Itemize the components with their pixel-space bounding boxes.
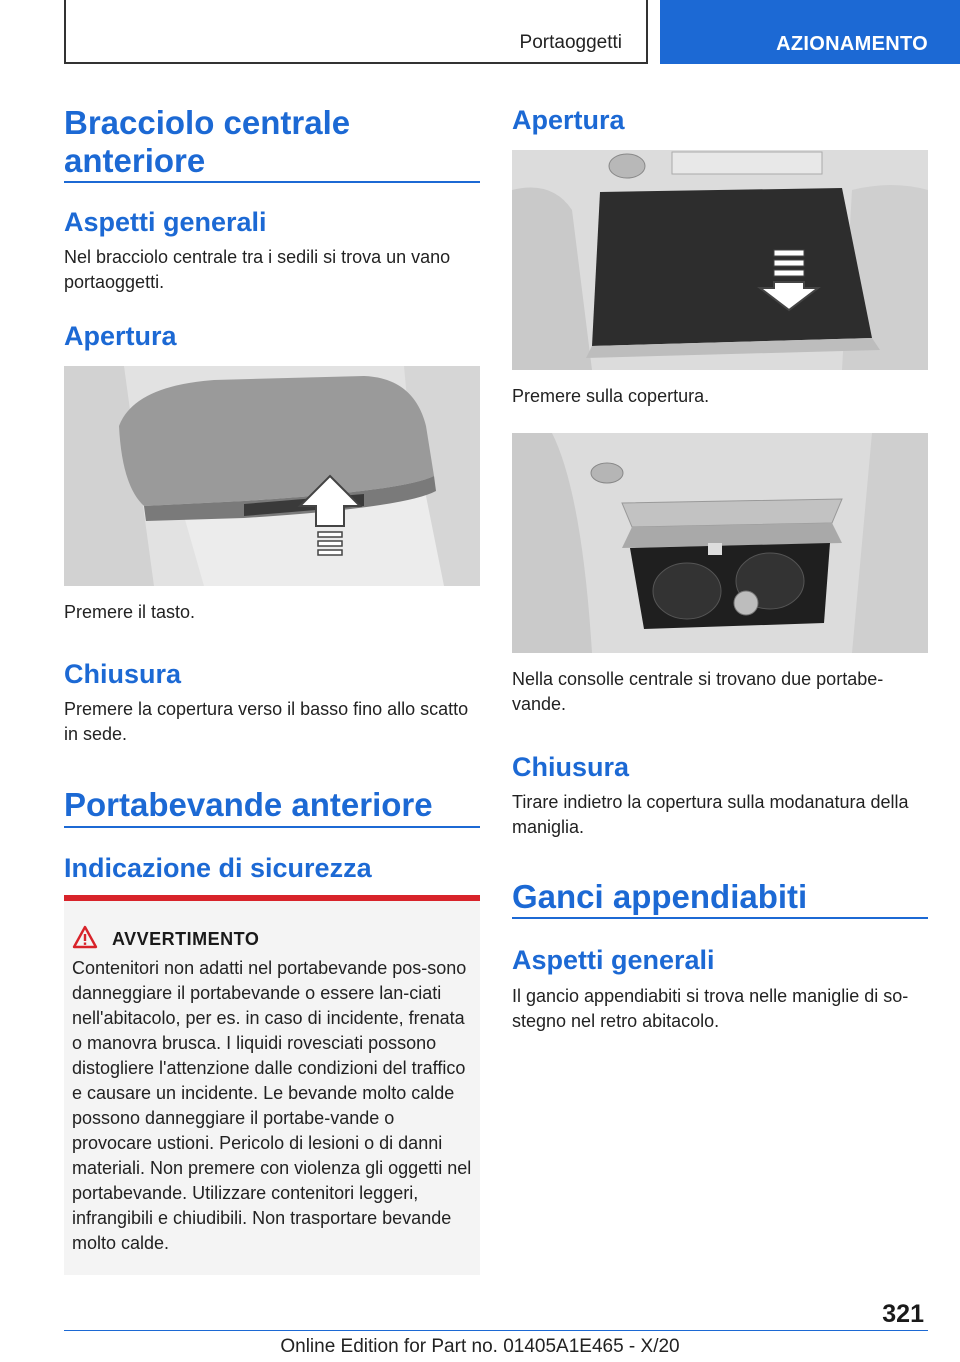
footer-rule	[64, 1330, 928, 1331]
safety-heading: Indicazione di sicurezza	[64, 853, 372, 883]
console-caption: Nella consolle centrale si trovano due portabe-vande.	[512, 669, 884, 714]
cupholder-title: Portabevande anteriore	[64, 786, 433, 823]
page-number: 321	[882, 1300, 924, 1328]
closing-heading: Chiusura	[64, 659, 182, 689]
footer-edition: Online Edition for Part no. 01405A1E465 - X/20	[280, 1336, 680, 1357]
header-chapter-tab	[660, 0, 960, 64]
right-opening-caption: Premere sulla copertura.	[512, 386, 710, 406]
warning-triangle-icon	[72, 925, 98, 949]
hooks-rule	[512, 917, 928, 919]
opening-heading: Apertura	[64, 321, 177, 351]
console-cover-illustration	[512, 150, 928, 370]
header-section-title: Portaoggetti	[519, 32, 622, 53]
general-heading: Aspetti generali	[64, 207, 267, 237]
warning-title: AVVERTIMENTO	[112, 929, 260, 949]
hooks-text: Il gancio appendiabiti si trova nelle maniglie di so-stegno nel retro abitacolo.	[512, 986, 909, 1031]
warning-text: Contenitori non adatti nel portabevande pos-sono danneggiare il portabevande o essere lan-ciati nell'abitacolo, per es. in caso di incidente, frenata o manovra brusca. I liquidi rovesciati possono distogliere l'attenzione dalle condizioni del traffico e causare un incidente. Le bevande molto calde possono danneggiare il portabe-vande o provocare ustioni. Pericolo di lesioni o di danni materiali. Non premere con violenza gli oggetti nel portabevande. Utilizzare contenitori leggeri, infrangibili e chiudibili. Non trasportare bevande molto calde.	[72, 958, 472, 1253]
cupholders-illustration	[512, 433, 928, 653]
hooks-title: Ganci appendiabiti	[512, 878, 808, 915]
right-closing-text: Tirare indietro la copertura sulla modanatura della maniglia.	[512, 792, 909, 837]
cupholder-rule	[64, 826, 480, 828]
header-chapter-title: AZIONAMENTO	[776, 33, 928, 55]
general-text: Nel bracciolo centrale tra i sedili si trova un vano portaoggetti.	[64, 247, 451, 292]
armrest-title: Bracciolo centrale anteriore	[64, 104, 351, 179]
closing-text: Premere la copertura verso il basso fino allo scatto in sede.	[64, 699, 469, 744]
right-closing-heading: Chiusura	[512, 752, 630, 782]
warning-box	[64, 895, 480, 1275]
header-section-box	[64, 0, 648, 64]
title-rule	[64, 181, 480, 183]
armrest-illustration	[64, 366, 480, 586]
opening-caption: Premere il tasto.	[64, 602, 196, 622]
hooks-general-heading: Aspetti generali	[512, 945, 715, 975]
right-opening-heading: Apertura	[512, 105, 625, 135]
